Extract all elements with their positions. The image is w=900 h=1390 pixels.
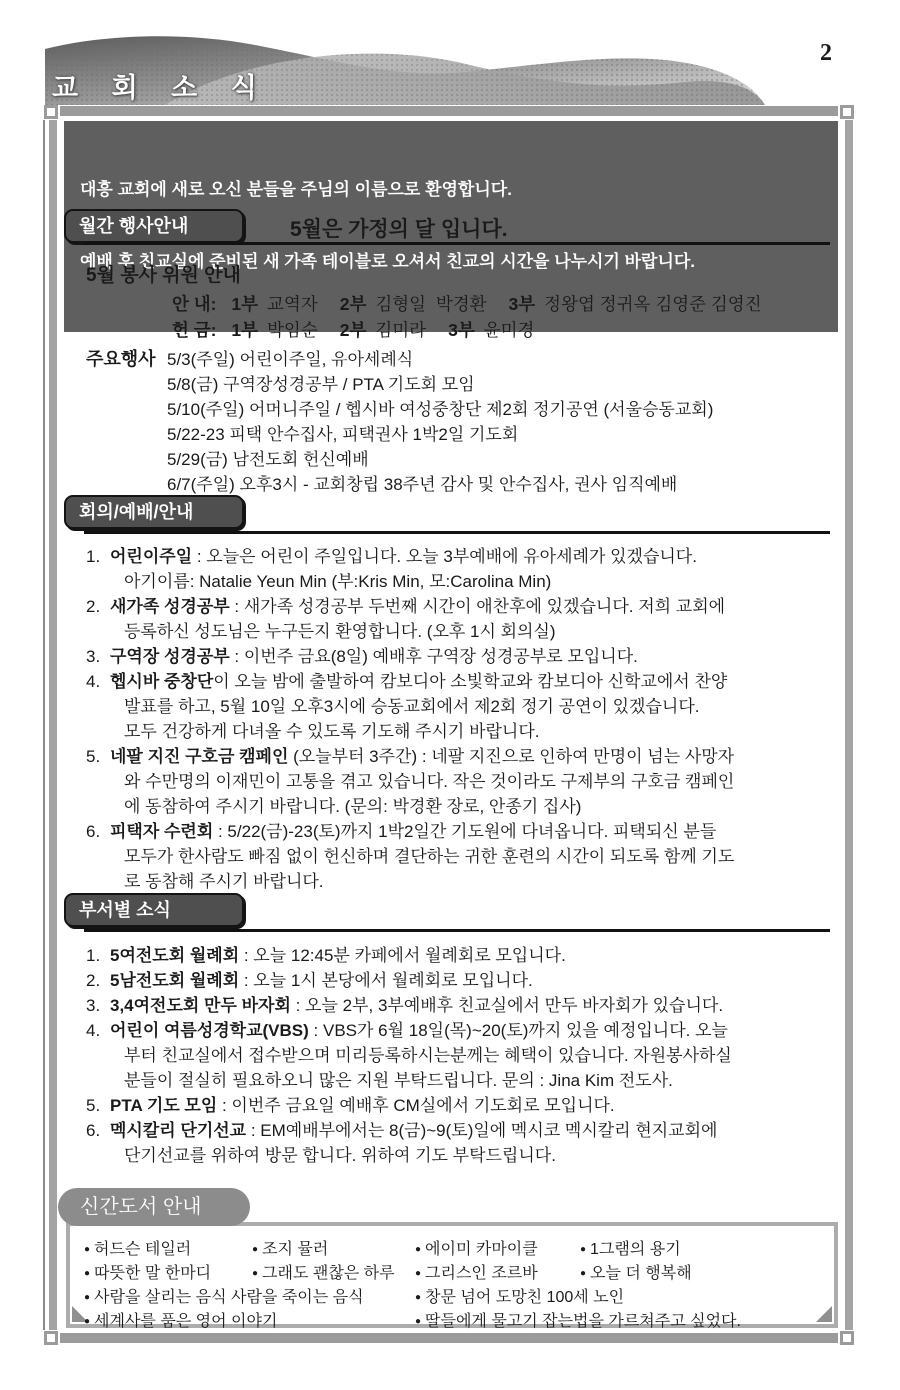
list-line: 에 동참하여 주시기 바랍니다. (문의: 박경환 장로, 안종기 집사)	[124, 797, 582, 816]
bullet-icon: ●	[84, 1292, 91, 1303]
volunteer-row-offering: 헌 금: 1부 박임순 2부 김미라 3부 윤미경	[172, 320, 535, 340]
frame-bar-left	[49, 120, 57, 1330]
list-line: 발표를 하고, 5월 10일 오후3시에 승동교회에서 제2회 정기 공연이 있겠습니다.	[124, 697, 700, 716]
list-line: 4. 어린이 여름성경학교(VBS) : VBS가 6월 18일(목)~20(토)까지 있을 예정입니다. 오늘	[86, 1021, 728, 1040]
list-line: 2. 새가족 성경공부 : 새가족 성경공부 두번째 시간이 애찬후에 있겠습니다. 저희 교회에	[86, 597, 726, 616]
book-item: ● 1그램의 용기	[580, 1241, 681, 1258]
book-item: ● 그래도 괜찮은 하루	[252, 1265, 395, 1282]
book-item: ● 딸들에게 물고기 잡는법을 가르쳐주고 싶었다.	[415, 1313, 741, 1330]
list-line: 단기선교를 위하여 방문 합니다. 위하여 기도 부탁드립니다.	[124, 1146, 556, 1165]
main-events-list	[167, 345, 713, 495]
new-books-pill-label: 신간도서 안내	[58, 1188, 250, 1226]
section-button-monthly-events: 월간 행사안내	[64, 209, 244, 243]
section-rule	[84, 242, 830, 245]
list-line: 로 동참해 주시기 바랍니다.	[124, 872, 324, 891]
event-item: 5/8(금) 구역장성경공부 / PTA 기도회 모임	[167, 375, 475, 394]
volunteer-row-announce: 안 내: 1부 교역자 2부 김형일 박경환 3부 정왕엽 정귀옥 김영준 김영진	[172, 294, 762, 314]
event-item: 5/10(주일) 어머니주일 / 헵시바 여성중창단 제2회 정기공연 (서울승동교회)	[167, 400, 714, 419]
bullet-icon: ●	[580, 1244, 587, 1255]
frame-bar-bottom	[60, 1333, 838, 1343]
book-item: ● 그리스인 조르바	[415, 1265, 538, 1282]
book-item: ● 에이미 카마이클	[415, 1241, 538, 1258]
section-button-departments: 부서별 소식	[64, 893, 244, 927]
event-item: 5/3(주일) 어린이주일, 유아세례식	[167, 350, 414, 369]
bullet-icon: ●	[415, 1244, 422, 1255]
list-line: 모두가 한사람도 빠짐 없이 헌신하며 결단하는 귀한 훈련의 시간이 되도록 함께 기도	[124, 847, 735, 866]
list-line: 6. 피택자 수련회 : 5/22(금)-23(토)까지 1박2일간 기도원에 다녀옵니다. 피택되신 분들	[86, 822, 717, 841]
list-line: 6. 멕시칼리 단기선교 : EM예배부에서는 8(금)~9(토)일에 멕시코 멕시칼리 현지교회에	[86, 1121, 718, 1140]
section-rule	[84, 929, 830, 932]
frame-line-left	[43, 120, 45, 1330]
bullet-icon: ●	[84, 1316, 91, 1327]
list-line: 3. 3,4여전도회 만두 바자회 : 오늘 2부, 3부예배후 친교실에서 만두 바자회가 있습니다.	[86, 996, 724, 1015]
welcome-line-2: 예배 후 친교실에 준비된 새 가족 테이블로 오셔서 친교의 시간을 나누시기 바랍니다.	[80, 252, 696, 271]
offering-label: 헌 금:	[172, 320, 222, 340]
frame-corner-bottom-right	[840, 1331, 854, 1345]
volunteer-heading: 5월 봉사 위원 안내	[86, 265, 241, 286]
bullet-icon: ●	[415, 1316, 422, 1327]
frame-bar-right	[845, 120, 853, 1330]
bullet-icon: ●	[580, 1268, 587, 1279]
frame-bar-top	[60, 106, 838, 116]
book-item: ● 조지 뮬러	[252, 1241, 329, 1258]
new-books-list	[84, 1236, 832, 1332]
bullet-icon: ●	[84, 1244, 91, 1255]
list-line: 모두 건강하게 다녀올 수 있도록 기도해 주시기 바랍니다.	[124, 722, 540, 741]
frame-corner-top-left	[44, 105, 58, 119]
list-line: 분들이 절실히 필요하오니 많은 지원 부탁드립니다. 문의 : Jina Kim 전도사.	[124, 1071, 673, 1090]
page-number: 2	[820, 40, 832, 66]
list-line: 등록하신 성도님은 누구든지 환영합니다. (오후 1시 회의실)	[124, 622, 556, 641]
departments-list	[86, 941, 846, 1166]
list-line: 5. PTA 기도 모임 : 이번주 금요일 예배후 CM실에서 기도회로 모입니다.	[86, 1096, 615, 1115]
bullet-icon: ●	[252, 1244, 259, 1255]
book-item: ● 오늘 더 행복해	[580, 1265, 692, 1282]
bullet-icon: ●	[415, 1268, 422, 1279]
page-title: 교 회 소 식	[52, 73, 270, 103]
event-item: 6/7(주일) 오후3시 - 교회창립 38주년 감사 및 안수집사, 권사 임직예배	[167, 475, 678, 494]
event-item: 5/22-23 피택 안수집사, 피택권사 1박2일 기도회	[167, 425, 519, 444]
month-theme-title: 5월은 가정의 달 입니다.	[290, 218, 508, 241]
list-line: 3. 구역장 성경공부 : 이번주 금요(8일) 예배후 구역장 성경공부로 모입니다.	[86, 647, 638, 666]
section-rule	[84, 531, 830, 534]
bullet-icon: ●	[252, 1268, 259, 1279]
book-item: ● 사람을 살리는 음식 사람을 죽이는 음식	[84, 1289, 364, 1306]
welcome-line-1: 대흥 교회에 새로 오신 분들을 주님의 이름으로 환영합니다.	[80, 180, 512, 199]
list-line: 2. 5남전도회 월례회 : 오늘 1시 본당에서 월례회로 모입니다.	[86, 971, 533, 990]
section-button-meetings: 회의/예배/안내	[64, 495, 244, 529]
list-line: 4. 헵시바 중창단이 오늘 밤에 출발하여 캄보디아 소빛학교와 캄보디아 신학교에서 찬양	[86, 672, 728, 691]
list-line: 부터 친교실에서 접수받으며 미리등록하시는분께는 혜택이 있습니다. 자원봉사하실	[124, 1046, 732, 1065]
book-item: ● 창문 넘어 도망친 100세 노인	[415, 1289, 625, 1306]
book-item: ● 허드슨 테일러	[84, 1241, 192, 1258]
book-item: ● 따뜻한 말 한마디	[84, 1265, 212, 1282]
bullet-icon: ●	[84, 1268, 91, 1279]
list-line: 1. 어린이주일 : 오늘은 어린이 주일입니다. 오늘 3부예배에 유아세례가 있겠습니다.	[86, 547, 697, 566]
main-events-label: 주요행사	[86, 349, 156, 369]
list-line: 1. 5여전도회 월례회 : 오늘 12:45분 카페에서 월례회로 모입니다.	[86, 946, 566, 965]
list-line: 5. 네팔 지진 구호금 캠페인 (오늘부터 3주간) : 네팔 지진으로 인하여 만명이 넘는 사망자	[86, 747, 735, 766]
list-line: 아기이름: Natalie Yeun Min (부:Kris Min, 모:Carolina Min)	[124, 572, 552, 591]
frame-corner-top-right	[840, 105, 854, 119]
list-line: 와 수만명의 이재민이 고통을 겪고 있습니다. 작은 것이라도 구제부의 구호금 캠페인	[124, 772, 735, 791]
event-item: 5/29(금) 남전도회 헌신예배	[167, 450, 369, 469]
book-item: ● 세계사를 품은 영어 이야기	[84, 1313, 278, 1330]
announce-label: 안 내:	[172, 294, 222, 314]
meetings-list	[86, 542, 846, 892]
bullet-icon: ●	[415, 1292, 422, 1303]
frame-corner-bottom-left	[44, 1331, 58, 1345]
